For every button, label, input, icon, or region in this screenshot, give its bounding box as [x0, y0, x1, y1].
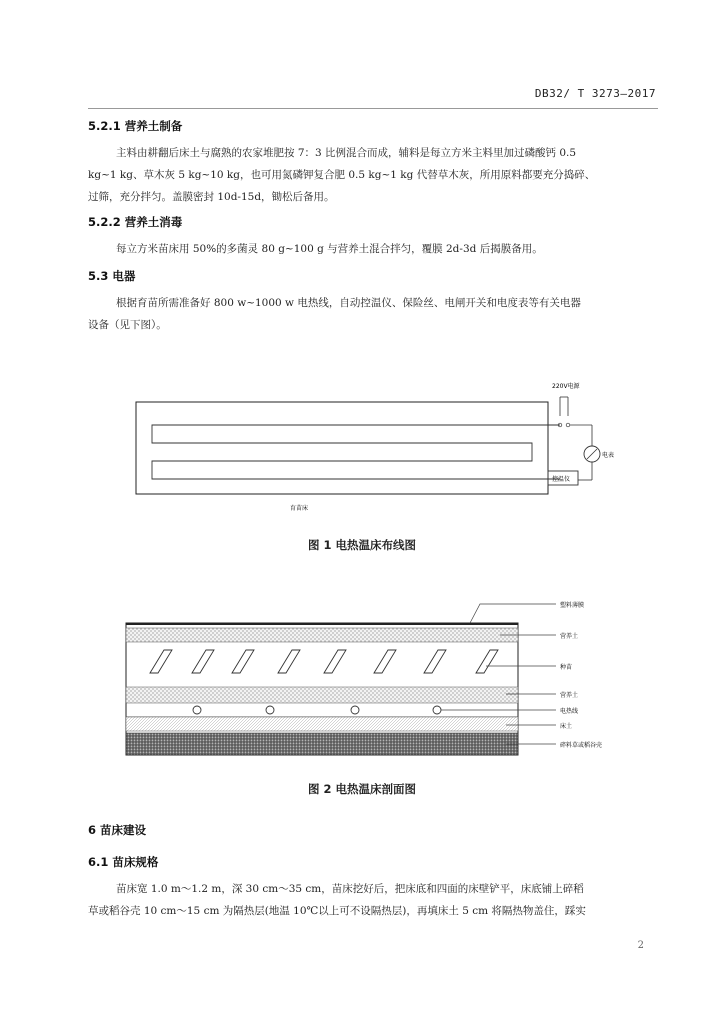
section-6-title: 6 苗床建设 — [88, 823, 147, 837]
top-nutrient-soil-layer — [126, 628, 518, 642]
seedbed-outline — [136, 402, 548, 494]
label-heating-wire: 电热线 — [560, 708, 579, 715]
nutrient-soil-layer — [126, 687, 518, 703]
label-plastic-film: 塑料薄膜 — [560, 602, 585, 609]
section-5-2-1-line3: 过筛，充分拌匀。盖膜密封 10d-15d，锄松后备用。 — [88, 191, 335, 203]
plastic-film-layer — [126, 623, 518, 625]
bed-soil-layer — [126, 717, 518, 731]
label-bed-soil: 床土 — [560, 723, 573, 730]
section-5-2-2-line1: 每立方米苗床用 50%的多菌灵 80 g~100 g 与营养土混合拌匀，覆膜 2d-3d 后揭膜备用。 — [116, 243, 543, 255]
section-5-2-2-title: 5.2.2 营养土消毒 — [88, 215, 183, 229]
document-code: DB32/ T 3273—2017 — [534, 87, 656, 100]
header-rule — [88, 108, 658, 109]
section-5-2-1-line2: kg~1 kg、草木灰 5 kg~10 kg，也可用氮磷钾复合肥 0.5 kg~1 kg 代替草木灰，所用原料都要充分捣碎、 — [88, 169, 596, 181]
label-nutrient-soil-top: 营养土 — [560, 633, 579, 640]
section-6-1-line1: 苗床宽 1.0 m～1.2 m，深 30 cm～35 cm，苗床挖好后，把床底和四面的床壁铲平，床底铺上碎稻 — [116, 883, 584, 895]
section-5-2-1-line1: 主料由耕翻后床土与腐熟的农家堆肥按 7：3 比例混合而成，辅料是每立方米主料里加过磷酸钙 0.5 — [116, 147, 577, 159]
figure-2-cross-section — [0, 588, 724, 768]
figure-1-caption: 图 1 电热温床布线图 — [307, 538, 416, 552]
label-insulation: 碎料草或稻谷壳 — [560, 742, 603, 749]
figure-1-wiring-diagram — [0, 370, 724, 520]
section-5-3-line2: 设备（见下图）。 — [88, 319, 167, 331]
insulation-layer — [126, 733, 518, 755]
section-6-1-title: 6.1 苗床规格 — [88, 855, 159, 869]
heating-wire — [152, 425, 560, 479]
section-6-1-line2: 草或稻谷壳 10 cm～15 cm 为隔热层(地温 10℃以上可不设隔热层)，再填床土 5 cm 将隔热物盖住，踩实 — [88, 905, 586, 917]
page-number: 2 — [637, 940, 644, 951]
label-nutrient-soil: 营养土 — [560, 692, 579, 699]
meter-label: 电表 — [602, 452, 615, 459]
section-5-3-title: 5.3 电器 — [88, 269, 136, 283]
section-5-2-1-title: 5.2.1 营养土制备 — [88, 119, 183, 133]
controller-label: 控温仪 — [552, 476, 571, 483]
power-label: 220V电源 — [552, 383, 580, 390]
seedbed-label: 育苗床 — [290, 505, 309, 512]
label-seedlings: 种苗 — [560, 664, 573, 671]
section-5-3-line1: 根据育苗所需准备好 800 w~1000 w 电热线，自动控温仪、保险丝、电闸开关和电度表等有关电器 — [116, 297, 581, 309]
figure-2-caption: 图 2 电热温床剖面图 — [307, 782, 416, 796]
